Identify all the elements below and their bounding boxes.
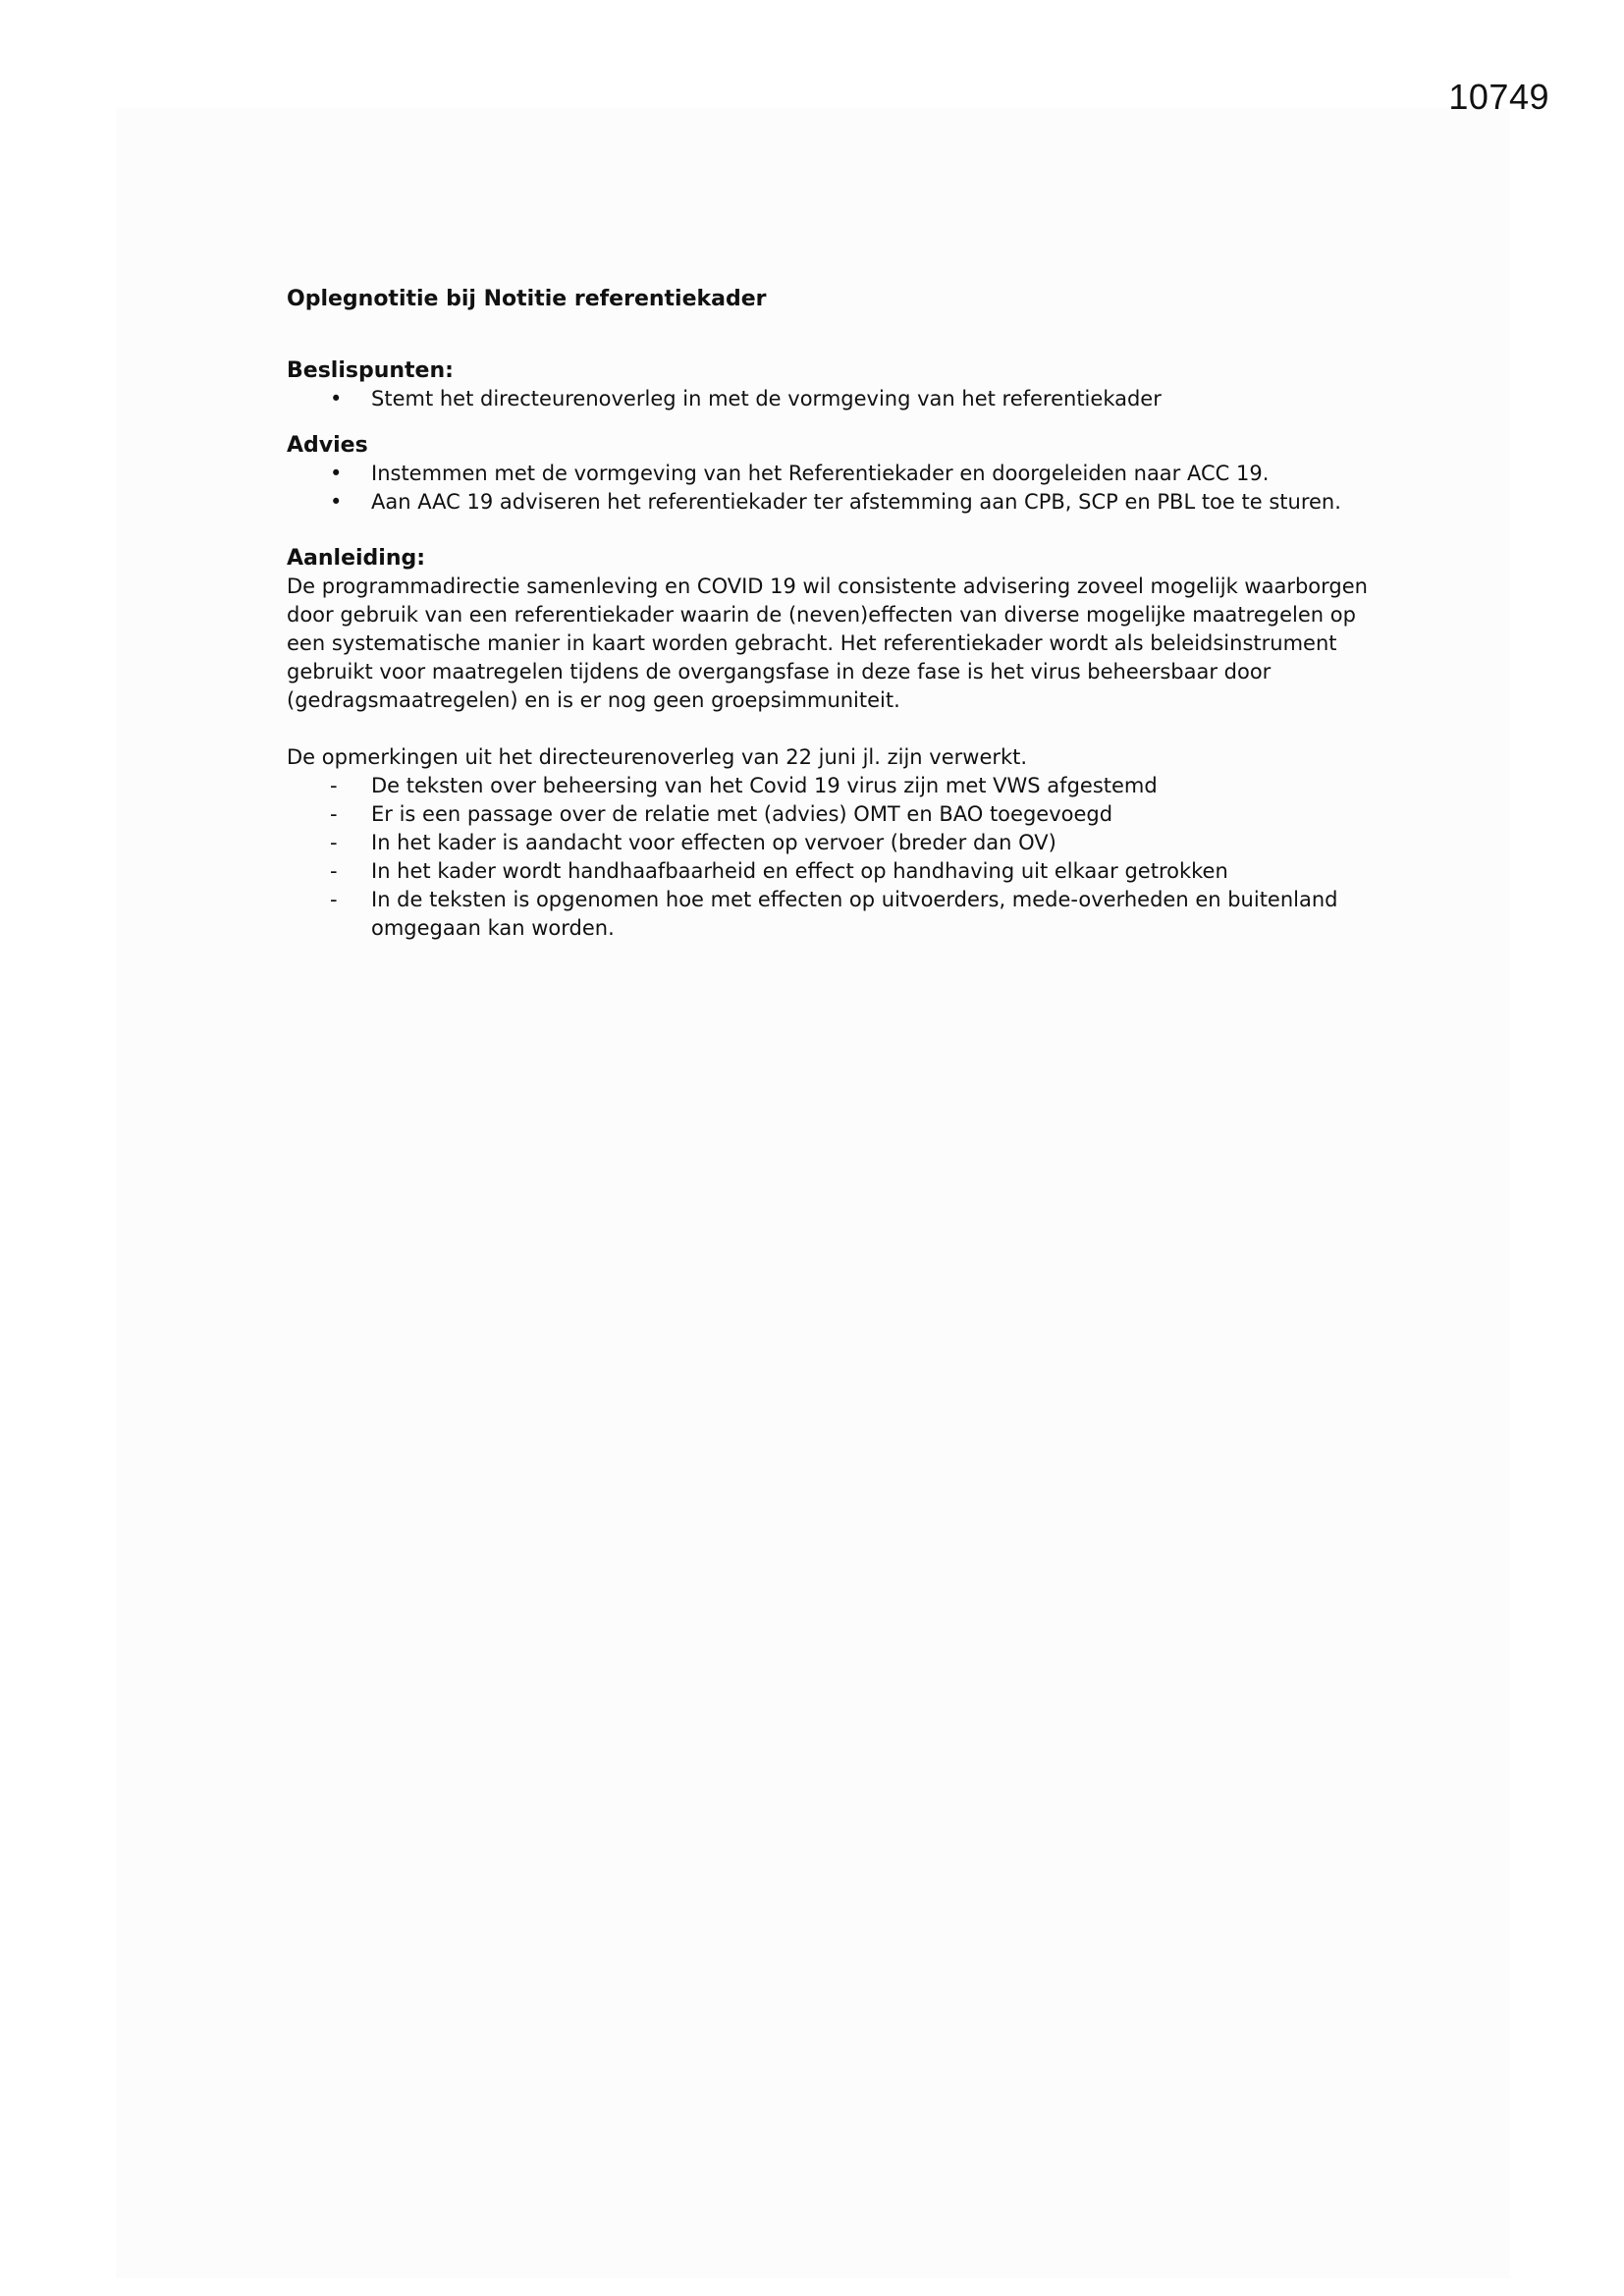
aanleiding-section bbox=[287, 544, 1386, 943]
bullet-marker: • bbox=[330, 462, 343, 485]
list-item bbox=[287, 829, 1386, 857]
list-item bbox=[287, 460, 1386, 488]
list-item bbox=[287, 800, 1386, 829]
beslispunten-list bbox=[287, 385, 1386, 413]
document-title: Oplegnotitie bij Notitie referentiekader bbox=[287, 287, 767, 311]
list-item bbox=[287, 385, 1386, 413]
bullet-marker: • bbox=[330, 387, 343, 410]
list-item bbox=[287, 488, 1386, 517]
page-number: 10749 bbox=[1448, 77, 1549, 117]
list-item-text: Instemmen met de vormgeving van het Referentiekader en doorgeleiden naar ACC 19. bbox=[371, 462, 1270, 485]
beslispunten-section bbox=[287, 356, 1386, 413]
list-item bbox=[287, 772, 1386, 800]
list-item-text: In de teksten is opgenomen hoe met effecten op uitvoerders, mede-overheden en buitenland omgegaan kan worden. bbox=[371, 888, 1338, 940]
advies-list bbox=[287, 460, 1386, 517]
aanleiding-intro: De opmerkingen uit het directeurenoverleg van 22 juni jl. zijn verwerkt. bbox=[287, 745, 1028, 769]
list-item-text: In het kader is aandacht voor effecten op vervoer (breder dan OV) bbox=[371, 831, 1056, 854]
aanleiding-paragraph: De programmadirectie samenleving en COVID 19 wil consistente advisering zoveel mogelijk waarborgen door gebruik van een referentiekader waarin de (neven)effecten van diverse mogelijke maatregelen op een systematische manier in kaart worden gebracht. Het referentiekader wordt als beleidsinstrument gebruikt voor maatregelen tijdens de overgangsfase in deze fase is het virus beheersbaar door (gedragsmaatregelen) en is er nog geen groepsimmuniteit. bbox=[287, 574, 1368, 712]
dash-marker: - bbox=[330, 888, 338, 911]
bullet-marker: • bbox=[330, 490, 343, 514]
document-body bbox=[287, 285, 1386, 960]
list-item bbox=[287, 886, 1386, 943]
advies-heading: Advies bbox=[287, 433, 368, 458]
dash-marker: - bbox=[330, 859, 338, 883]
list-item-text: Er is een passage over de relatie met (advies) OMT en BAO toegevoegd bbox=[371, 802, 1113, 826]
advies-section bbox=[287, 431, 1386, 517]
dash-marker: - bbox=[330, 802, 338, 826]
dash-marker: - bbox=[330, 774, 338, 797]
list-item bbox=[287, 857, 1386, 886]
beslispunten-heading: Beslispunten: bbox=[287, 358, 454, 383]
dash-marker: - bbox=[330, 831, 338, 854]
opmerkingen-list bbox=[287, 772, 1386, 943]
list-item-text: Stemt het directeurenoverleg in met de vormgeving van het referentiekader bbox=[371, 387, 1162, 410]
aanleiding-heading: Aanleiding: bbox=[287, 546, 426, 571]
list-item-text: In het kader wordt handhaafbaarheid en effect op handhaving uit elkaar getrokken bbox=[371, 859, 1228, 883]
list-item-text: De teksten over beheersing van het Covid 19 virus zijn met VWS afgestemd bbox=[371, 774, 1158, 797]
list-item-text: Aan AAC 19 adviseren het referentiekader ter afstemming aan CPB, SCP en PBL toe te sturen. bbox=[371, 490, 1341, 514]
